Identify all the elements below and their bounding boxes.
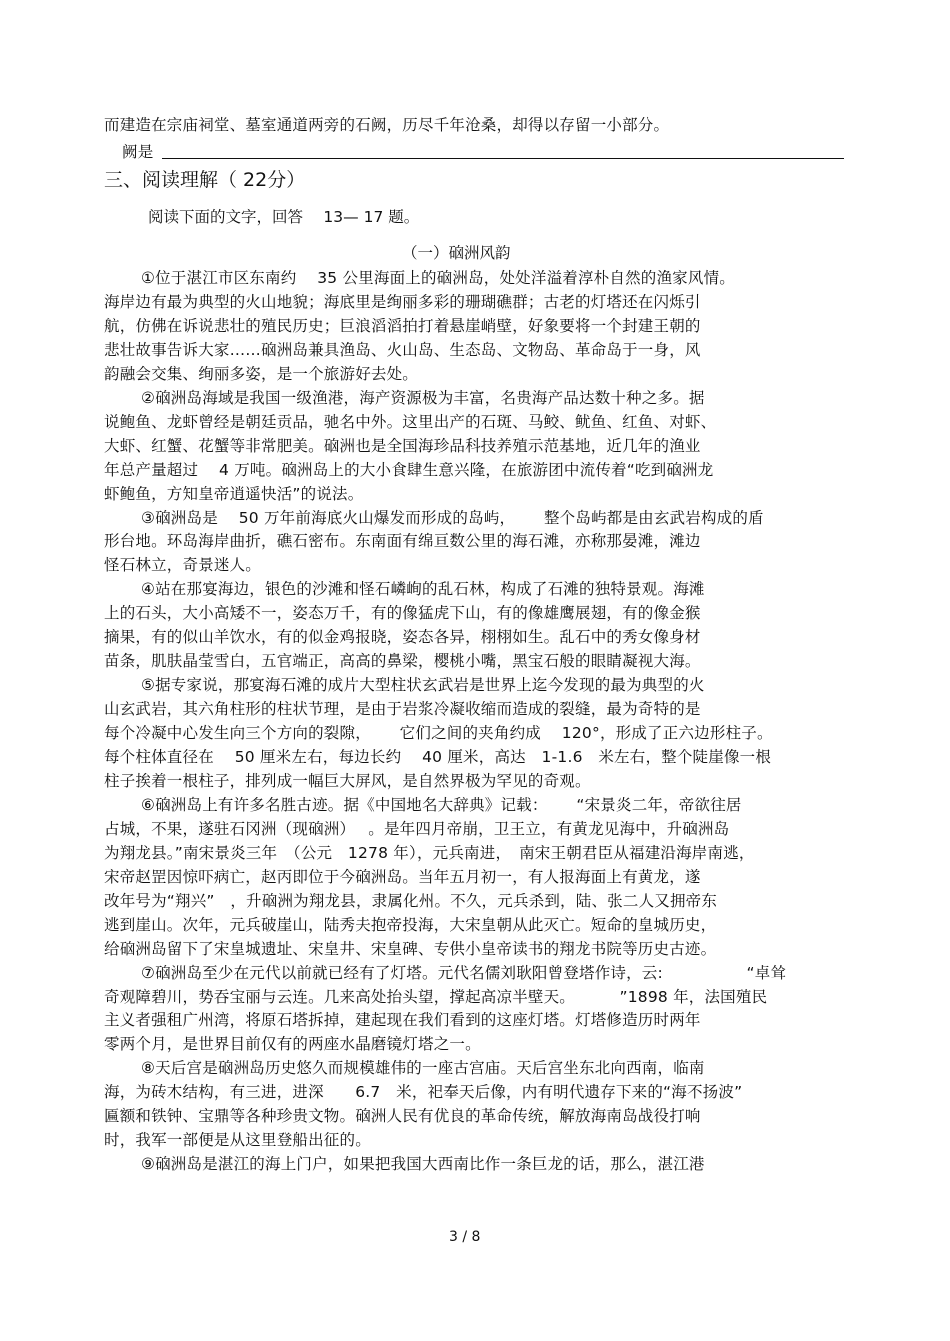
paragraph-line: 奇观障碧川，势吞宝丽与云连。几来高处抬头望，撑起高凉半壁天。 ”1898 年，法国殖民	[104, 988, 768, 1006]
article-title: （一）硇洲风韵	[402, 244, 511, 262]
paragraph-line: 海岸边有最为典型的火山地貌；海底里是绚丽多彩的珊瑚礁群；古老的灯塔还在闪烁引	[104, 293, 701, 311]
paragraph-line: 每个冷凝中心发生向三个方向的裂隙， 它们之间的夹角约成 120°，形成了正六边形柱子。	[104, 724, 773, 742]
paragraph-line: 为翔龙县。”南宋景炎三年 （公元 1278 年），元兵南进， 南宋王朝君臣从福建沿海岸南逃，	[104, 844, 755, 862]
paragraph-line: ①位于湛江市区东南约 35 公里海面上的硇洲岛，处处洋溢着淳朴自然的渔家风情。	[141, 269, 735, 287]
paragraph-line: ⑨硇洲岛是湛江的海上门户，如果把我国大西南比作一条巨龙的话，那么，湛江港	[141, 1155, 705, 1173]
paragraph-line: 山玄武岩，其六角柱形的柱状节理，是由于岩浆冷凝收缩而造成的裂缝，最为奇特的是	[104, 700, 701, 718]
paragraph-line: ③硇洲岛是 50 万年前海底火山爆发而形成的岛屿， 整个岛屿都是由玄武岩构成的盾	[141, 509, 764, 527]
que-label: 阙是	[122, 143, 154, 161]
paragraph-line: 每个柱体直径在 50 厘米左右，每边长约 40 厘米，高达 1-1.6 米左右，整个陡崖像一根	[104, 748, 772, 766]
paragraph-line: ⑥硇洲岛上有许多名胜古迹。据《中国地名大辞典》记载： “宋景炎二年，帝欲往居	[141, 796, 742, 814]
paragraph-line: 主义者强租广州湾，将原石塔拆掉，建起现在我们看到的这座灯塔。灯塔修造历时两年	[104, 1011, 701, 1029]
paragraph-line: 怪石林立，奇景迷人。	[104, 556, 262, 574]
section-title: 三、阅读理解（ 22分）	[104, 169, 306, 191]
paragraph-line: 海，为砖木结构，有三进，进深 6.7 米，祀奉天后像，内有明代遗存下来的“海不扬波”	[104, 1083, 743, 1101]
paragraph-line: ②硇洲岛海域是我国一级渔港，海产资源极为丰富，名贵海产品达数十种之多。据	[141, 389, 705, 407]
paragraph-line: 占城，不果，遂驻石冈洲（现硇洲） 。是年四月帝崩，卫王立，有黄龙见海中，升硇洲岛	[104, 820, 730, 838]
paragraph-line: ⑧天后宫是硇洲岛历史悠久而规模雄伟的一座古宫庙。天后宫坐东北向西南，临南	[141, 1059, 705, 1077]
paragraph-line: 悲壮故事告诉大家……硇洲岛兼具渔岛、火山岛、生态岛、文物岛、革命岛于一身，风	[104, 341, 701, 359]
page-number: 3 / 8	[449, 1229, 481, 1245]
paragraph-line: 逃到崖山。次年，元兵破崖山，陆秀夫抱帝投海，大宋皇朝从此灭亡。短命的皇城历史，	[104, 916, 717, 934]
paragraph-line: ⑤据专家说，那宴海石滩的成片大型柱状玄武岩是世界上迄今发现的最为典型的火	[141, 676, 705, 694]
paragraph-line: 上的石头，大小高矮不一，姿态万千，有的像猛虎下山，有的像雄鹰展翅，有的像金猴	[104, 604, 701, 622]
paragraph-line: 虾鲍鱼，方知皇帝逍遥快活”的说法。	[104, 485, 364, 503]
paragraph-line: 时，我军一部便是从这里登船出征的。	[104, 1131, 371, 1149]
paragraph-line: 柱子挨着一根柱子，排列成一幅巨大屏风，是自然界极为罕见的奇观。	[104, 772, 591, 790]
paragraph-line: 给硇洲岛留下了宋皇城遗址、宋皇井、宋皇碑、专供小皇帝读书的翔龙书院等历史古迹。	[104, 940, 717, 958]
paragraph-line: 零两个月，是世界目前仅有的两座水晶磨镜灯塔之一。	[104, 1035, 481, 1053]
paragraph-line: 说鲍鱼、龙虾曾经是朝廷贡品，驰名中外。这里出产的石斑、马鲛、鱿鱼、红鱼、对虾、	[104, 413, 717, 431]
top-line: 而建造在宗庙祠堂、墓室通道两旁的石阙，历尽千年沧桑，却得以存留一小部分。	[104, 116, 670, 134]
paragraph-line: 匾额和铁钟、宝鼎等各种珍贵文物。硇洲人民有优良的革命传统，解放海南岛战役打响	[104, 1107, 701, 1125]
instruction: 阅读下面的文字，回答 13— 17 题。	[148, 208, 420, 226]
paragraph-line: 苗条，肌肤晶莹雪白，五官端正，高高的鼻梁，樱桃小嘴，黑宝石般的眼睛凝视大海。	[104, 652, 701, 670]
paragraph-line: 改年号为“翔兴” ，升硇洲为翔龙县，隶属化州。不久，元兵杀到，陆、张二人又拥帝东	[104, 892, 718, 910]
paragraph-line: 大虾、红蟹、花蟹等非常肥美。硇洲也是全国海珍品科技养殖示范基地，近几年的渔业	[104, 437, 701, 455]
paragraph-line: 摘果，有的似山羊饮水，有的似金鸡报晓，姿态各异，栩栩如生。乱石中的秀女像身材	[104, 628, 701, 646]
paragraph-line: 形台地。环岛海岸曲折，礁石密布。东南面有绵亘数公里的海石滩，亦称那晏滩，滩边	[104, 532, 701, 550]
paragraph-line: ④站在那宴海边，银色的沙滩和怪石嶙峋的乱石林，构成了石滩的独特景观。海滩	[141, 580, 705, 598]
answer-blank-line[interactable]	[162, 158, 844, 159]
paragraph-line: 航，仿佛在诉说悲壮的殖民历史；巨浪滔滔拍打着悬崖峭壁，好象要将一个封建王朝的	[104, 317, 701, 335]
paragraph-line: 韵融会交集、绚丽多姿，是一个旅游好去处。	[104, 365, 419, 383]
paragraph-line: 宋帝赵罡因惊吓病亡，赵丙即位于今硇洲岛。当年五月初一，有人报海面上有黄龙，遂	[104, 868, 701, 886]
paragraph-line: 年总产量超过 4 万吨。硇洲岛上的大小食肆生意兴隆，在旅游团中流传着“吃到硇洲龙	[104, 461, 714, 479]
paragraph-line: ⑦硇洲岛至少在元代以前就已经有了灯塔。元代名儒刘耿阳曾登塔作诗，云: “卓耸	[141, 964, 787, 982]
